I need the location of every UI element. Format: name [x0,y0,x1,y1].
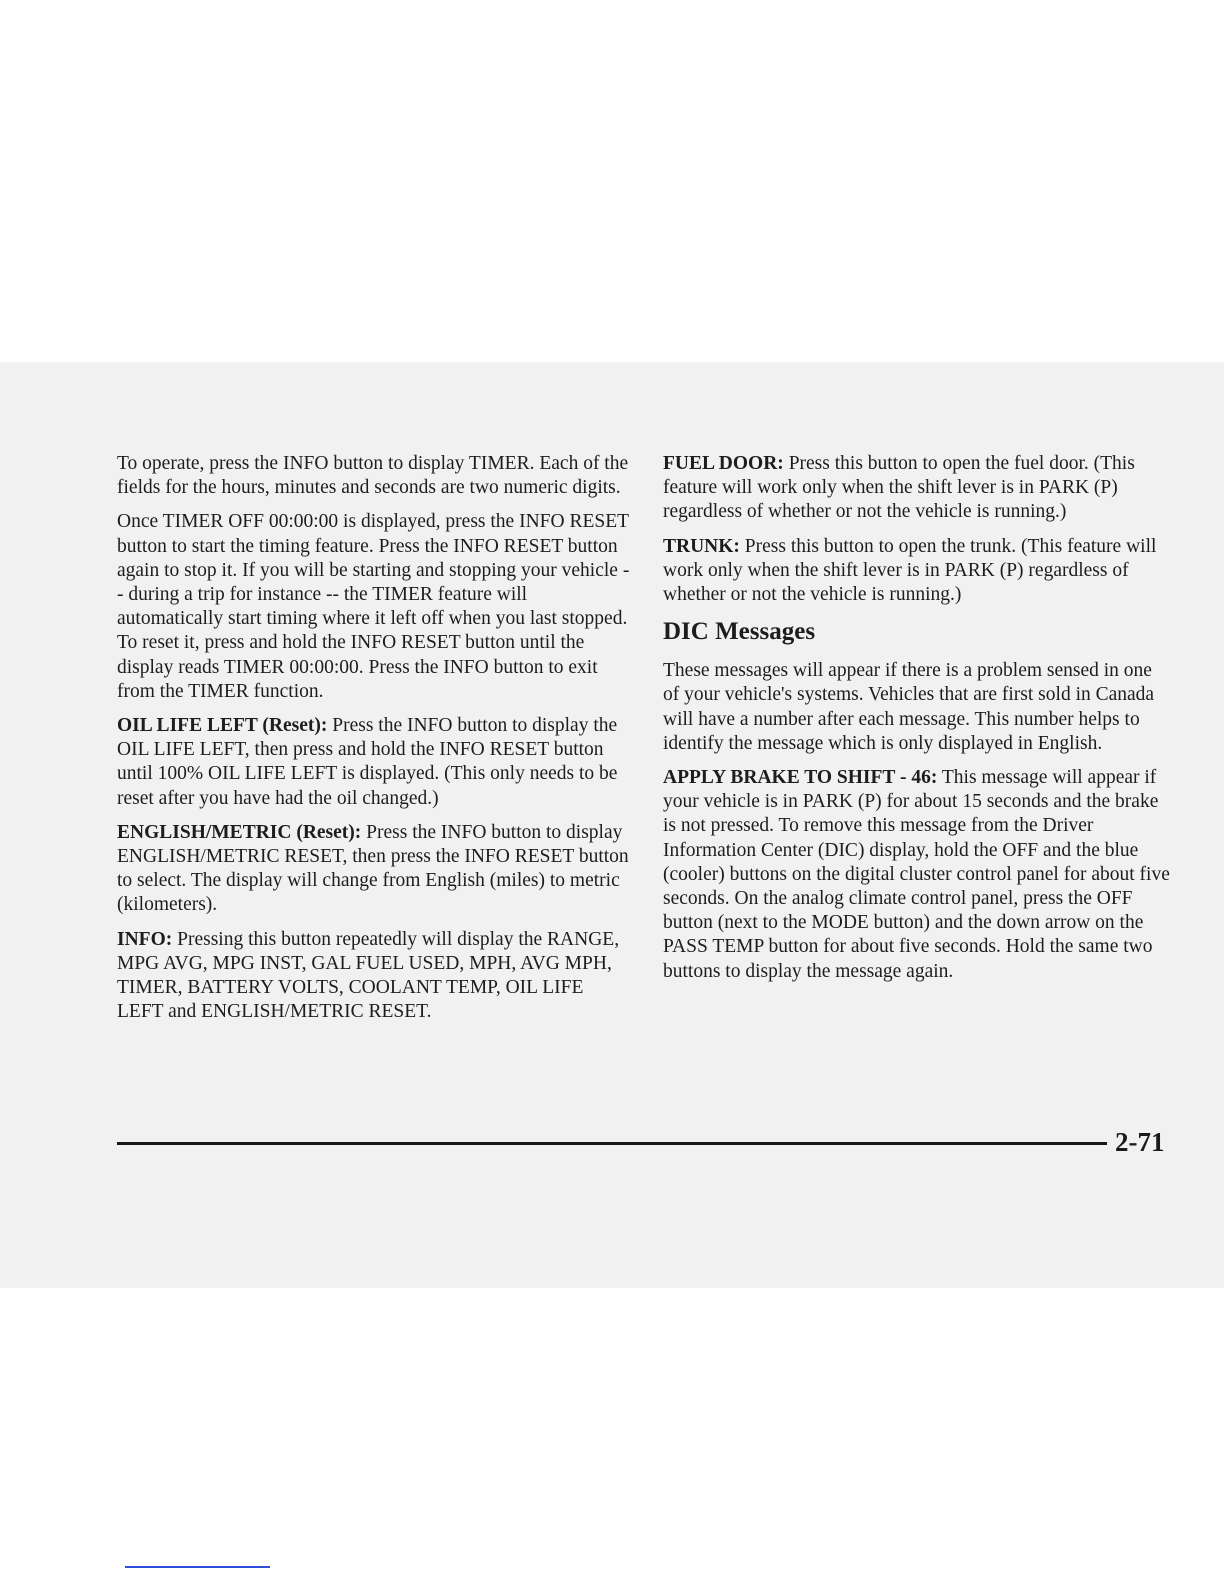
info-text: Pressing this button repeatedly will display the RANGE, MPG AVG, MPG INST, GAL FUEL USED, MPH, AVG MPH, TIMER, BATTERY VOLTS, COOLANT TEMP, OIL LIFE LEFT and ENGLISH/METRIC RESET. [117,928,620,1023]
english-metric-term: ENGLISH/METRIC (Reset): [117,821,362,843]
footer-rule [117,1142,1107,1145]
dic-intro-paragraph: These messages will appear if there is a problem sensed in one of your vehicle's systems. Vehicles that are first sold in Canada will have a number after each message. This number helps to identify the message which is only displayed in English. [663,660,1155,754]
english-metric-paragraph [117,821,633,918]
apply-brake-term: APPLY BRAKE TO SHIFT - 46: [663,767,938,789]
left-column [117,452,633,1034]
info-term: INFO: [117,928,173,950]
english-metric-text: Press the INFO button to display ENGLISH/METRIC RESET, then press the INFO RESET button to select. The display will change from English (miles) to metric (kilometers). [117,821,629,916]
apply-brake-paragraph [663,766,1171,984]
timer-operate-paragraph: To operate, press the INFO button to display TIMER. Each of the fields for the hours, minutes and seconds are two numeric digits. [117,453,629,499]
trunk-term: TRUNK: [663,535,740,557]
oil-life-term: OIL LIFE LEFT (Reset): [117,715,328,737]
trunk-text: Press this button to open the trunk. (This feature will work only when the shift lever is in PARK (P) regardless of whether or not the vehicle is running.) [663,535,1157,606]
fuel-door-term: FUEL DOOR: [663,453,784,474]
apply-brake-text: This message will appear if your vehicle is in PARK (P) for about 15 seconds and the brake is not pressed. To remove this message from the Driver Information Center (DIC) display, hold the OFF and the blue (cooler) buttons on the digital cluster control panel for about five seconds. On the analog climate control panel, press the OFF button (next to the MODE button) and the down arrow on the PASS TEMP button for about five seconds. Hold the same two buttons to display the message again. [663,767,1170,982]
oil-life-paragraph [117,714,633,811]
fuel-door-text: Press this button to open the fuel door. (This feature will work only when the shift lever is in PARK (P) regardless of whether or not the vehicle is running.) [663,453,1135,523]
right-column [663,452,1171,994]
trunk-paragraph [663,535,1171,608]
oil-life-text: Press the INFO button to display the OIL LIFE LEFT, then press and hold the INFO RESET button until 100% OIL LIFE LEFT is displayed. (This only needs to be reset after you have had the oil changed.) [117,715,618,809]
bottom-link-underline [125,1566,270,1568]
info-paragraph [117,928,633,1025]
timer-reset-paragraph: Once TIMER OFF 00:00:00 is displayed, press the INFO RESET button to start the timing feature. Press the INFO RESET button again to stop it. If you will be starting and stopping your vehicle -- during a trip for instance -- the TIMER feature will automatically start timing where it left off when you last stopped. To reset it, press and hold the INFO RESET button until the display reads TIMER 00:00:00. Press the INFO button to exit from the TIMER function. [117,511,630,702]
dic-messages-heading: DIC Messages [663,618,816,646]
page-number: 2-71 [1115,1127,1165,1157]
fuel-door-paragraph [663,452,1171,525]
